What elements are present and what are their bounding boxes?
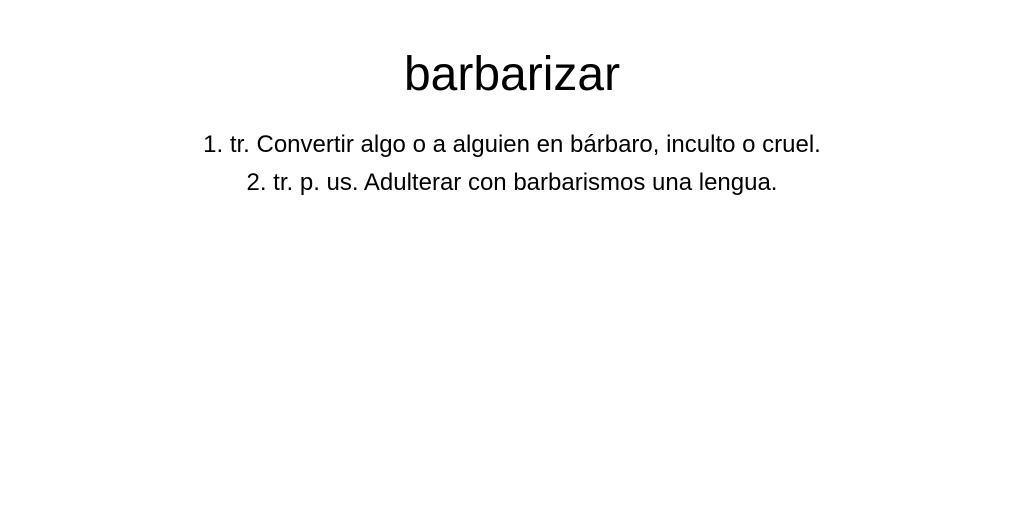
definition-2: 2. tr. p. us. Adulterar con barbarismos una lengua.: [246, 169, 778, 196]
definition-1: 1. tr. Convertir algo o a alguien en bárbaro, inculto o cruel.: [203, 131, 821, 158]
definition-list: [0, 126, 1024, 202]
headword: barbarizar: [403, 48, 621, 101]
